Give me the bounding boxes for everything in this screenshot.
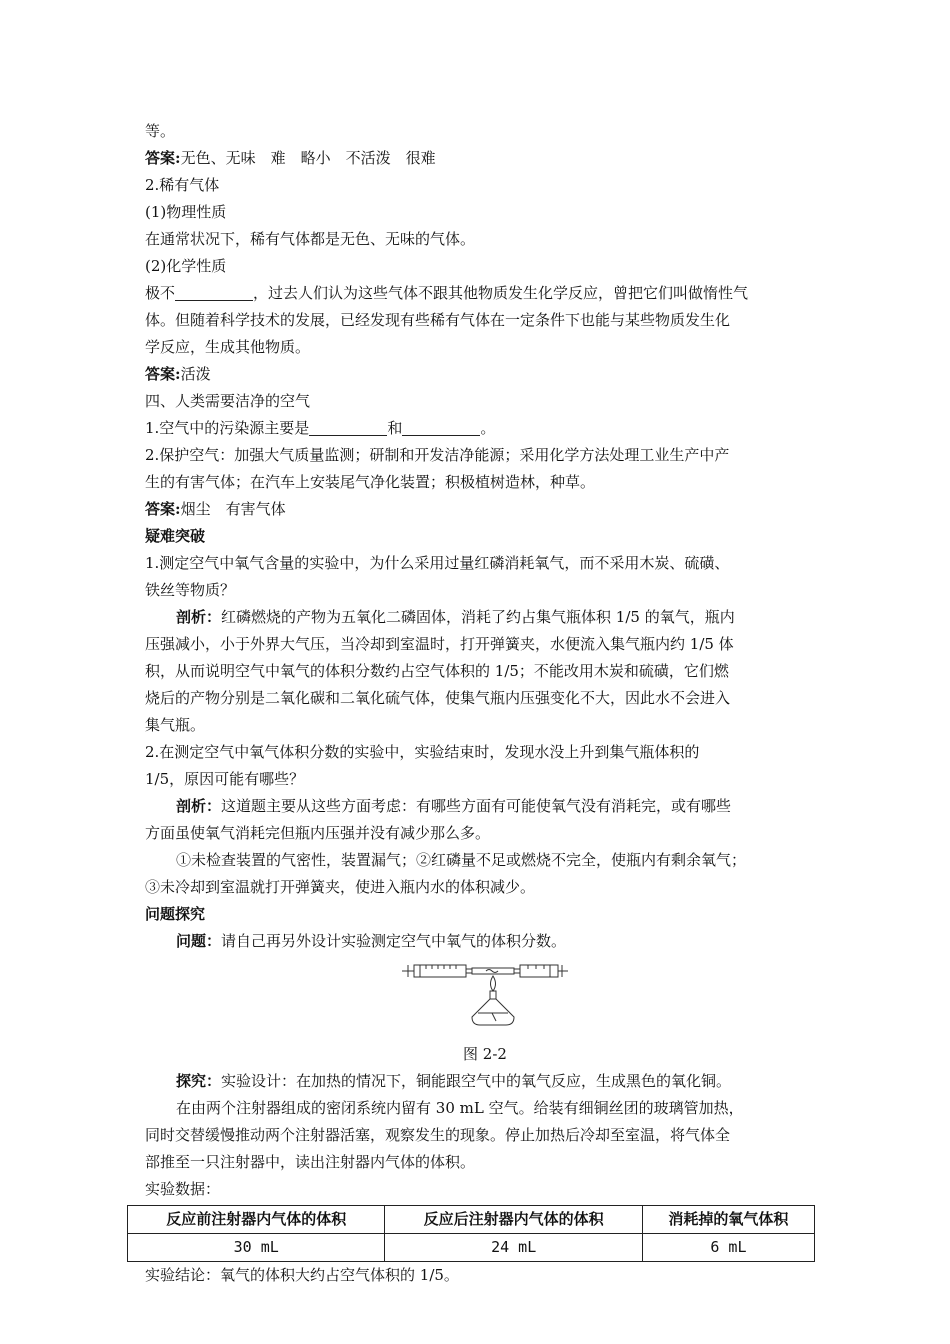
table-header: 消耗掉的氧气体积 (642, 1206, 814, 1234)
intro-tail: 等。 (145, 122, 176, 140)
answer-text: 烟尘 有害气体 (180, 500, 286, 518)
explore-text: 实验设计：在加热的情况下，铜能跟空气中的氧气反应，生成黑色的氧化铜。 (221, 1072, 732, 1090)
a2-line1 (145, 793, 825, 820)
answer-label: 答案 (145, 365, 176, 383)
fill-blank (175, 284, 253, 301)
a1-line2: 压强减小，小于外界大气压，当冷却到室温时，打开弹簧夹，水便流入集气瓶内约 1/5 体 (145, 635, 734, 653)
item1-mid: 和 (387, 419, 403, 437)
inquiry-heading: 问题探究 (145, 905, 206, 923)
apparatus-figure (145, 961, 825, 1031)
physical-text: 在通常状况下，稀有气体都是无色、无味的气体。 (145, 230, 476, 248)
table-cell: 30 mL (128, 1234, 385, 1262)
table-header: 反应后注射器内气体的体积 (385, 1206, 642, 1234)
explore-label: 探究： (176, 1072, 222, 1090)
a2-line3: ①未检查装置的气密性，装置漏气；②红磷量不足或燃烧不完全，使瓶内有剩余氧气； (176, 851, 747, 869)
design-line1: 在由两个注射器组成的密闭系统内留有 30 mL 空气。给装有细铜丝团的玻璃管加热， (176, 1099, 744, 1117)
section4-item2-line1: 2.保护空气：加强大气质量监测；研制和开发洁净能源；采用化学方法处理工业生产中产 (145, 446, 730, 464)
data-label: 实验数据： (145, 1180, 221, 1198)
table-header: 反应前注射器内气体的体积 (128, 1206, 385, 1234)
item1-post: 。 (480, 419, 496, 437)
fill-blank (309, 419, 387, 436)
inquiry-question (145, 928, 825, 955)
design-line3: 部推至一只注射器中，读出注射器内气体的体积。 (145, 1153, 476, 1171)
conclusion: 实验结论：氧气的体积大约占空气体积的 1/5。 (145, 1266, 459, 1284)
answer-3: 答案:烟尘 有害气体 (145, 500, 286, 518)
a2-line4: ③未冷却到室温就打开弹簧夹，使进入瓶内水的体积减少。 (145, 878, 536, 896)
syringe-apparatus-diagram (400, 961, 570, 1031)
analysis-label: 剖析： (176, 797, 222, 815)
rare-gas-heading: 2.稀有气体 (145, 176, 220, 194)
figure-caption: 图 2-2 (463, 1045, 507, 1063)
analysis-text: 这道题主要从这些方面考虑：有哪些方面有可能使氧气没有消耗完，或有哪些 (221, 797, 732, 815)
q1-line1: 1.测定空气中氧气含量的实验中，为什么采用过量红磷消耗氧气，而不采用木炭、硫磺、 (145, 554, 730, 572)
question-label: 问题： (176, 932, 222, 950)
chemical-line-2: 体。但随着科学技术的发展，已经发现有些稀有气体在一定条件下也能与某些物质发生化 (145, 311, 731, 329)
difficulty-heading: 疑难突破 (145, 527, 206, 545)
analysis-text: 红磷燃烧的产物为五氧化二磷固体，消耗了约占集气瓶体积 1/5 的氧气，瓶内 (221, 608, 735, 626)
a1-line4: 烧后的产物分别是二氧化碳和二氧化硫气体，使集气瓶内压强变化不大，因此水不会进入 (145, 689, 731, 707)
section4-item1 (145, 415, 825, 442)
item1-pre: 1.空气中的污染源主要是 (145, 419, 310, 437)
answer-2: 答案:活泼 (145, 365, 211, 383)
chemical-post: ，过去人们认为这些气体不跟其他物质发生化学反应，曾把它们叫做惰性气 (253, 284, 749, 302)
answer-label: 答案 (145, 149, 176, 167)
section4-heading: 四、人类需要洁净的空气 (145, 392, 311, 410)
fill-blank (402, 419, 480, 436)
answer-label: 答案 (145, 500, 176, 518)
chemical-heading: (2)化学性质 (145, 257, 227, 275)
answer-text: 活泼 (180, 365, 211, 383)
a1-line3: 积，从而说明空气中氧气的体积分数约占空气体积的 1/5；不能改用木炭和硫磺，它们燃 (145, 662, 729, 680)
explore-line (145, 1068, 825, 1095)
a1-line5: 集气瓶。 (145, 716, 206, 734)
chemical-pre: 极不 (145, 284, 176, 302)
answer-1: 答案:无色、无味 难 略小 不活泼 很难 (145, 149, 436, 167)
table-cell: 24 mL (385, 1234, 642, 1262)
physical-heading: (1)物理性质 (145, 203, 227, 221)
table-cell: 6 mL (642, 1234, 814, 1262)
section4-item2-line2: 生的有害气体；在汽车上安装尾气净化装置；积极植树造林，种草。 (145, 473, 596, 491)
q2-line1: 2.在测定空气中氧气体积分数的实验中，实验结束时，发现水没上升到集气瓶体积的 (145, 743, 700, 761)
analysis-label: 剖析： (176, 608, 222, 626)
chemical-line-3: 学反应，生成其他物质。 (145, 338, 311, 356)
table-row (128, 1234, 815, 1262)
table-header-row (128, 1206, 815, 1234)
q2-line2: 1/5，原因可能有哪些？ (145, 770, 305, 788)
chemical-line-1 (145, 280, 825, 307)
q1-line2: 铁丝等物质？ (145, 581, 236, 599)
design-line2: 同时交替缓慢推动两个注射器活塞，观察发生的现象。停止加热后冷却至室温，将气体全 (145, 1126, 731, 1144)
answer-text: 无色、无味 难 略小 不活泼 很难 (180, 149, 436, 167)
a1-line1 (145, 604, 825, 631)
experiment-data-table (127, 1205, 815, 1262)
question-text: 请自己再另外设计实验测定空气中氧气的体积分数。 (221, 932, 567, 950)
document-page (145, 118, 825, 1289)
a2-line2: 方面虽使氧气消耗完但瓶内压强并没有减少那么多。 (145, 824, 491, 842)
